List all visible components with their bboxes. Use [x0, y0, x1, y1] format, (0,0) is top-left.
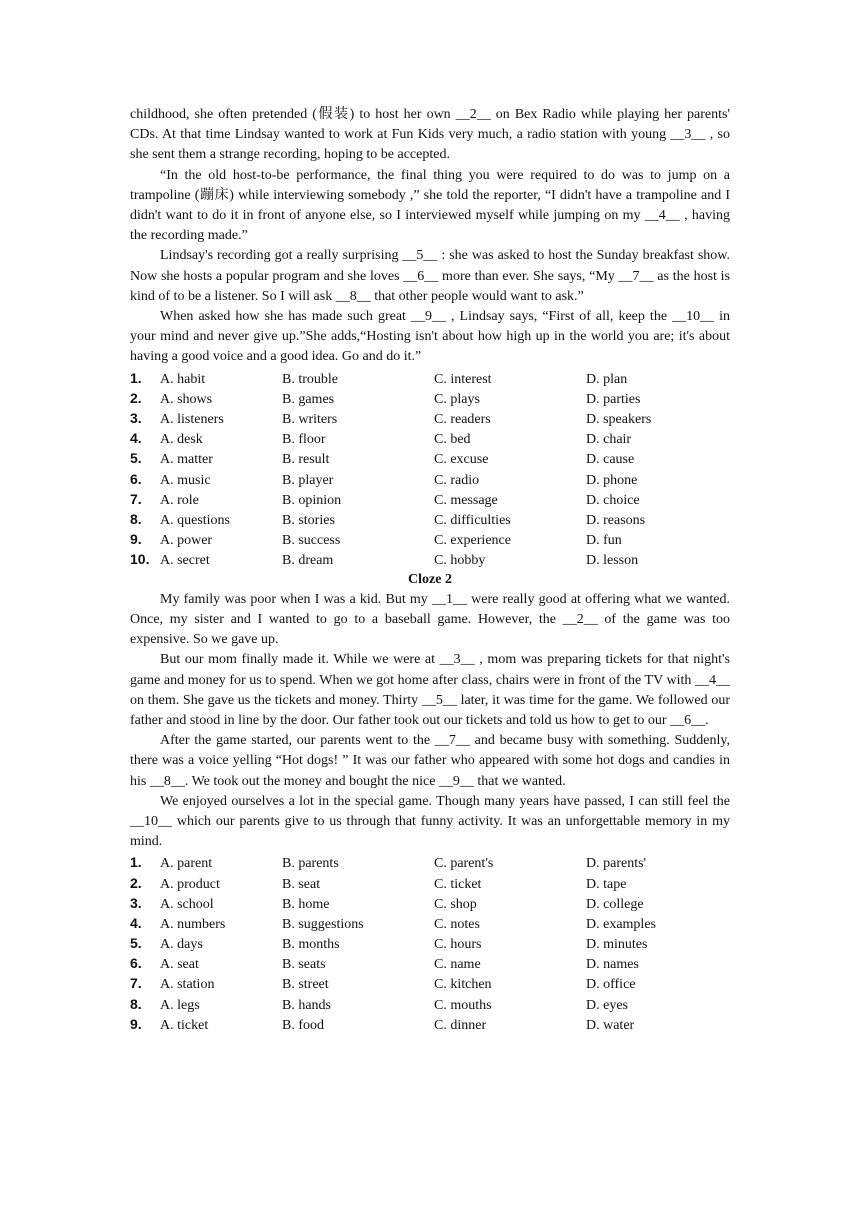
option-a: A. shows	[160, 391, 213, 407]
option-a: A. power	[160, 533, 213, 549]
question-number: 3.	[130, 894, 142, 911]
option-row	[130, 509, 730, 529]
cloze1-passage	[130, 105, 730, 368]
option-a: A. legs	[160, 997, 200, 1013]
option-b: B. trouble	[282, 371, 338, 387]
option-b: B. seats	[282, 957, 326, 973]
option-row	[130, 549, 730, 569]
option-d: D. college	[586, 896, 644, 912]
option-row	[130, 469, 730, 489]
option-a: A. listeners	[160, 412, 224, 428]
option-a: A. role	[160, 492, 199, 508]
cloze2-passage	[130, 590, 730, 853]
option-d: D. eyes	[586, 997, 628, 1013]
cloze1-paragraph-4: When asked how she has made such great __9__ , Lindsay says, “First of all, keep the __10__ in your mind and never give up.”She adds,“Hosting isn't about how high up in the world you are; it's about having a good voice and a good idea. Go and do it.”	[130, 309, 730, 365]
option-a: A. music	[160, 472, 211, 488]
option-row	[130, 428, 730, 448]
option-row	[130, 913, 730, 933]
option-row	[130, 489, 730, 509]
option-d: D. water	[586, 1017, 635, 1033]
cloze1-paragraph-2: “In the old host-to-be performance, the final thing you were required to do was to jump on a trampoline (蹦床) while interviewing somebody ,” she told the reporter, “I didn't have a trampoline and I didn't want to do it in front of anyone else, so I interviewed myself while jumping on my __4__ , having the recording made.”	[130, 167, 730, 244]
option-b: B. food	[282, 1017, 324, 1033]
option-a: A. station	[160, 977, 215, 993]
option-c: C. message	[434, 492, 498, 508]
question-number: 6.	[130, 470, 142, 487]
option-d: D. cause	[586, 452, 635, 468]
option-a: A. desk	[160, 432, 203, 448]
option-c: C. notes	[434, 916, 480, 932]
option-c: C. shop	[434, 896, 477, 912]
option-d: D. examples	[586, 916, 656, 932]
option-b: B. dream	[282, 553, 334, 569]
option-b: B. hands	[282, 997, 331, 1013]
option-d: D. reasons	[586, 512, 646, 528]
option-d: D. parents'	[586, 856, 647, 872]
option-c: C. kitchen	[434, 977, 492, 993]
option-c: C. hours	[434, 937, 482, 953]
question-number: 8.	[130, 510, 142, 527]
option-b: B. opinion	[282, 492, 342, 508]
option-a: A. product	[160, 876, 220, 892]
option-row	[130, 933, 730, 953]
cloze2-paragraph-1: My family was poor when I was a kid. But my __1__ were really good at offering what we wanted. Once, my sister and I wanted to go to a baseball game. However, the __2__ of the game was too expensive. So we gave up.	[130, 591, 730, 648]
option-row	[130, 953, 730, 973]
option-c: C. bed	[434, 432, 471, 448]
option-row	[130, 368, 730, 388]
section-heading: Cloze 2	[408, 571, 452, 587]
cloze2-options	[130, 852, 730, 1034]
option-b: B. suggestions	[282, 916, 364, 932]
option-a: A. parent	[160, 856, 213, 872]
option-a: A. matter	[160, 452, 213, 468]
option-row	[130, 408, 730, 428]
option-row	[130, 852, 730, 872]
question-number: 4.	[130, 430, 142, 447]
option-d: D. parties	[586, 391, 641, 407]
cloze1-options	[130, 368, 730, 570]
question-number: 7.	[130, 975, 142, 992]
option-b: B. parents	[282, 856, 339, 872]
option-d: D. office	[586, 977, 636, 993]
option-b: B. stories	[282, 512, 335, 528]
question-number: 8.	[130, 995, 142, 1012]
option-d: D. chair	[586, 432, 632, 448]
option-d: D. minutes	[586, 937, 648, 953]
question-number: 5.	[130, 450, 142, 467]
option-b: B. player	[282, 472, 334, 488]
option-b: B. months	[282, 937, 340, 953]
option-row	[130, 973, 730, 993]
option-c: C. excuse	[434, 452, 489, 468]
option-c: C. dinner	[434, 1017, 487, 1033]
option-c: C. readers	[434, 412, 491, 428]
option-b: B. floor	[282, 432, 326, 448]
option-a: A. numbers	[160, 916, 226, 932]
option-row	[130, 873, 730, 893]
option-c: C. mouths	[434, 997, 492, 1013]
option-d: D. speakers	[586, 412, 652, 428]
question-number: 9.	[130, 1015, 142, 1032]
option-b: B. writers	[282, 412, 338, 428]
question-number: 5.	[130, 935, 142, 952]
question-number: 9.	[130, 531, 142, 548]
option-a: A. days	[160, 937, 203, 953]
option-a: A. habit	[160, 371, 206, 387]
question-number: 1.	[130, 854, 142, 871]
option-row	[130, 529, 730, 549]
question-number: 4.	[130, 914, 142, 931]
option-c: C. experience	[434, 533, 511, 549]
question-number: 6.	[130, 955, 142, 972]
question-number: 2.	[130, 389, 142, 406]
option-c: C. hobby	[434, 553, 486, 569]
option-d: D. names	[586, 957, 639, 973]
option-row	[130, 388, 730, 408]
option-row	[130, 893, 730, 913]
option-c: C. plays	[434, 391, 480, 407]
option-d: D. fun	[586, 533, 622, 549]
cloze1-paragraph-1: childhood, she often pretended (假装) to host her own __2__ on Bex Radio while playing her parents' CDs. At that time Lindsay wanted to work at Fun Kids very much, a radio station with young __3__ , so she sent them a strange recording, hoping to be accepted.	[130, 107, 730, 163]
option-b: B. street	[282, 977, 329, 993]
option-a: A. school	[160, 896, 214, 912]
option-a: A. ticket	[160, 1017, 209, 1033]
option-row	[130, 448, 730, 468]
option-d: D. tape	[586, 876, 627, 892]
option-row	[130, 994, 730, 1014]
option-c: C. interest	[434, 371, 492, 387]
option-b: B. games	[282, 391, 335, 407]
option-d: D. phone	[586, 472, 638, 488]
option-c: C. difficulties	[434, 512, 511, 528]
option-a: A. seat	[160, 957, 199, 973]
option-b: B. result	[282, 452, 330, 468]
option-b: B. success	[282, 533, 341, 549]
question-number: 10.	[130, 551, 150, 568]
option-c: C. radio	[434, 472, 480, 488]
option-a: A. secret	[160, 553, 210, 569]
question-number: 1.	[130, 369, 142, 386]
option-d: D. lesson	[586, 553, 639, 569]
option-b: B. seat	[282, 876, 321, 892]
option-row	[130, 1014, 730, 1034]
option-c: C. name	[434, 957, 481, 973]
cloze2-paragraph-2: But our mom finally made it. While we were at __3__ , mom was preparing tickets for that night's game and money for us to spend. When we got home after class, chairs were in front of the TV with __4__ on them. She gave us the tickets and money. Thirty __5__ later, it was time for the game. We followed our father and stood in line by the door. Our father took out our tickets and told us how to get to our __6__.	[130, 652, 730, 728]
document-page	[130, 105, 730, 1034]
cloze2-paragraph-3: After the game started, our parents went to the __7__ and became busy with something. Suddenly, there was a voice yelling “Hot dogs! ” It was our father who appeared with some hot dogs and candies in his __8__. We took out the money and bought the nice __9__ that we wanted.	[130, 733, 730, 789]
option-c: C. ticket	[434, 876, 482, 892]
option-d: D. choice	[586, 492, 640, 508]
option-d: D. plan	[586, 371, 628, 387]
question-number: 7.	[130, 490, 142, 507]
option-c: C. parent's	[434, 856, 494, 872]
question-number: 2.	[130, 874, 142, 891]
option-a: A. questions	[160, 512, 230, 528]
cloze2-paragraph-4: We enjoyed ourselves a lot in the special game. Though many years have passed, I can still feel the __10__ which our parents give to us through that funny activity. It was an unforgettable memory in my mind.	[130, 793, 730, 850]
cloze1-paragraph-3: Lindsay's recording got a really surprising __5__ : she was asked to host the Sunday breakfast show. Now she hosts a popular program and she loves __6__ more than ever. She says, “My __7__ as the host is kind of to be a listener. So I will ask __8__ that other people would want to ask.”	[130, 248, 730, 304]
option-b: B. home	[282, 896, 330, 912]
question-number: 3.	[130, 410, 142, 427]
